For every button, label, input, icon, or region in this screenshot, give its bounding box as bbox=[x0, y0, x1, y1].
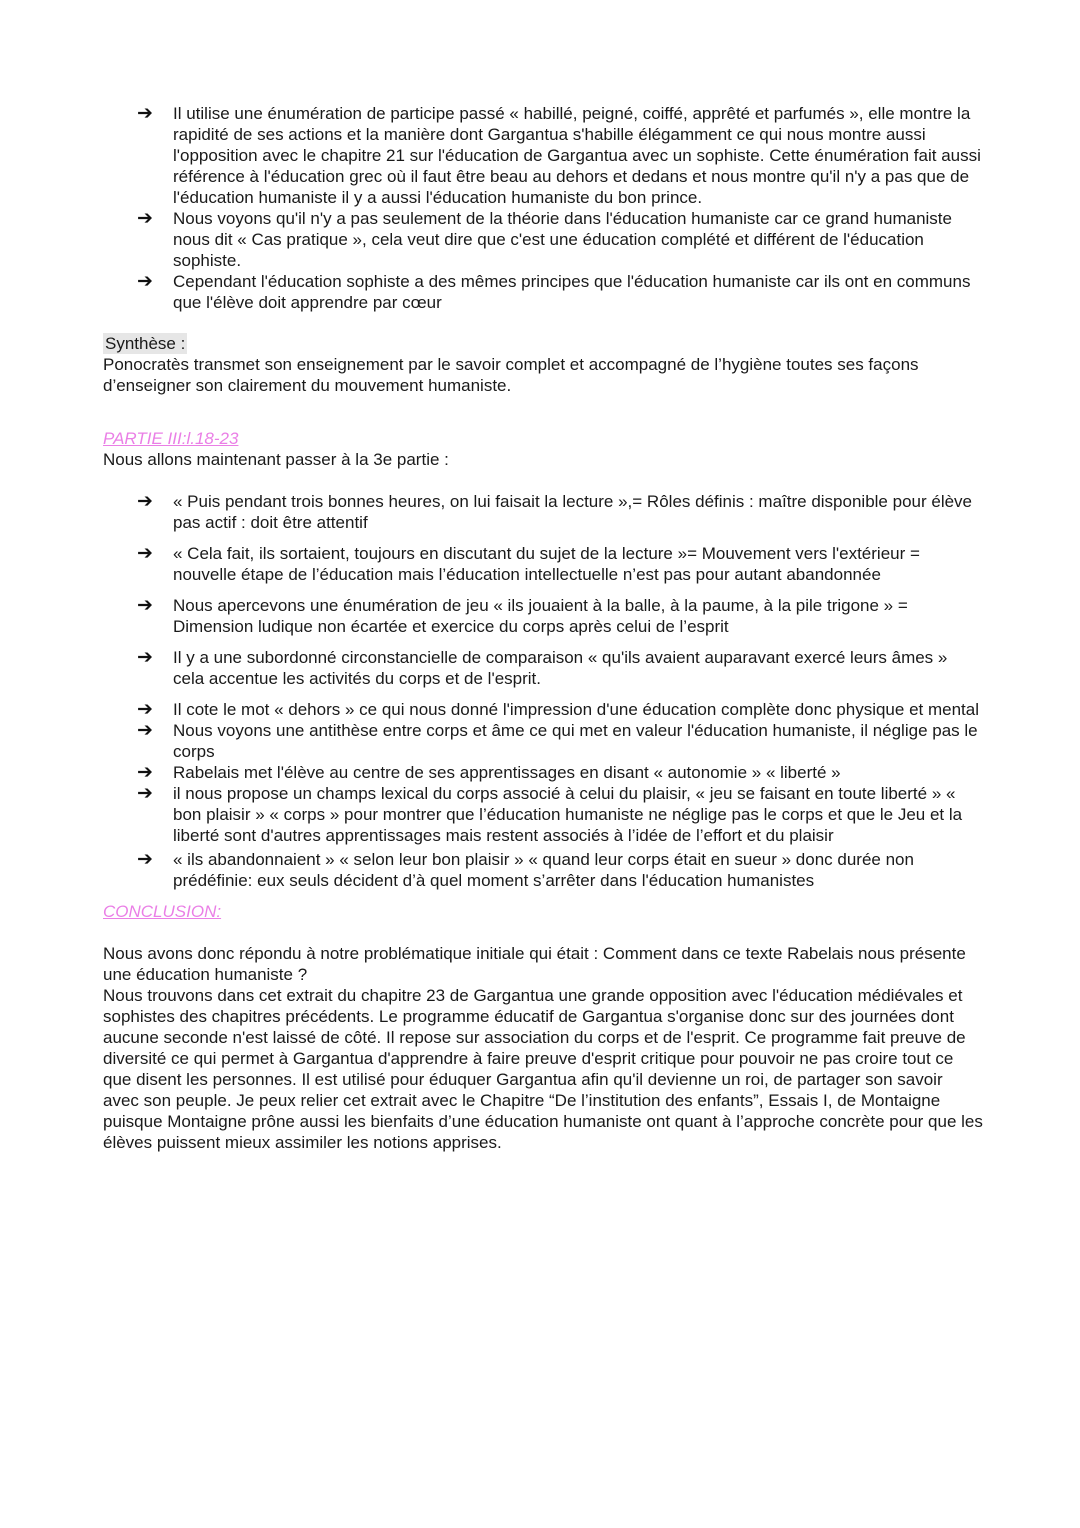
list-item: ➔ Il cote le mot « dehors » ce qui nous donné l'impression d'une éducation complète donc physique et mental bbox=[137, 699, 979, 720]
list-item: ➔ Nous voyons une antithèse entre corps et âme ce qui met en valeur l'éducation humaniste, il néglige pas le corps bbox=[137, 720, 978, 761]
arrow-icon: ➔ bbox=[137, 699, 153, 720]
arrow-icon: ➔ bbox=[137, 783, 153, 804]
arrow-icon: ➔ bbox=[137, 103, 153, 124]
list-item: ➔ Nous voyons qu'il n'y a pas seulement de la théorie dans l'éducation humaniste car ce grand humaniste nous dit « Cas pratique », cela veut dire que c'est une éducation complété et différent de l'éducation sophiste. bbox=[137, 208, 952, 270]
conclusion-paragraph-1: Nous avons donc répondu à notre problématique initiale qui était : Comment dans ce texte Rabelais nous présente une éducation humaniste ? bbox=[103, 944, 966, 984]
synthese-text: Ponocratès transmet son enseignement par le savoir complet et accompagné de l’hygiène toutes ses façons d’enseigner son clairement du mouvement humaniste. bbox=[103, 355, 919, 395]
arrow-icon: ➔ bbox=[137, 543, 153, 564]
part3-bullet-list bbox=[103, 491, 983, 891]
conclusion-heading-link[interactable]: CONCLUSION: bbox=[103, 902, 222, 921]
list-item: ➔ Il y a une subordonné circonstancielle de comparaison « qu'ils avaient auparavant exercé leurs âmes » cela accentue les activités du corps et de l'esprit. bbox=[137, 647, 948, 688]
conclusion-section bbox=[103, 901, 983, 1153]
list-item: ➔ Nous apercevons une énumération de jeu « ils jouaient à la balle, à la paume, à la pile trigone » = Dimension ludique non écartée et exercice du corps après celui de l’esprit bbox=[137, 595, 908, 636]
arrow-icon: ➔ bbox=[137, 762, 153, 783]
list-item: ➔ il nous propose un champs lexical du corps associé à celui du plaisir, « jeu se faisant en toute liberté » « bon plaisir » « corps » pour montrer que l’éducation humaniste ne néglige pas le corps et que le Jeu et la liberté sont d'autres apprentissages mais restent associés à l’idée de l’effort et du plaisir bbox=[137, 783, 963, 845]
list-item: ➔ « ils abandonnaient » « selon leur bon plaisir » « quand leur corps était en sueur » donc durée non prédéfinie: eux seuls décident d’à quel moment s’arrêter dans l'éducation humanistes bbox=[137, 849, 914, 890]
part3-section bbox=[103, 428, 983, 891]
list-item: ➔ « Cela fait, ils sortaient, toujours en discutant du sujet de la lecture »= Mouvement vers l'extérieur = nouvelle étape de l’éducation mais l’éducation intellectuelle n’est pas pour autant abandonnée bbox=[137, 543, 920, 584]
arrow-icon: ➔ bbox=[137, 595, 153, 616]
arrow-icon: ➔ bbox=[137, 491, 153, 512]
list-item: ➔ Il utilise une énumération de participe passé « habillé, peigné, coiffé, apprêté et parfumés », elle montre la rapidité de ses actions et la manière dont Gargantua s'habille élégamment ce qui nous montre aussi l'opposition avec le chapitre 21 sur l'éducation de Gargantua avec un sophiste. Cette énumération fait aussi référence à l'éducation grec où il faut être beau au dehors et dedans et nous montre qu'il n'y a pas que de l'éducation humaniste il y a aussi l'éducation humaniste du bon prince. bbox=[137, 103, 981, 207]
arrow-icon: ➔ bbox=[137, 208, 153, 229]
arrow-icon: ➔ bbox=[137, 849, 153, 870]
synthese-section bbox=[103, 333, 983, 396]
list-item: ➔ Cependant l'éducation sophiste a des mêmes principes que l'éducation humaniste car ils ont en communs que l'élève doit apprendre par cœur bbox=[137, 271, 971, 312]
part3-intro: Nous allons maintenant passer à la 3e partie : bbox=[103, 450, 449, 469]
part2-bullet-list bbox=[103, 103, 983, 313]
conclusion-paragraph-2: Nous trouvons dans cet extrait du chapitre 23 de Gargantua une grande opposition avec l'éducation médiévales et sophistes des chapitres précédents. Le programme éducatif de Gargantua s'organise donc sur des journées dont aucune seconde n'est laissé de côté. Il repose sur association du corps et de l'esprit. Ce programme fait preuve de diversité ce qui permet à Gargantua d'apprendre à faire preuve d'esprit critique pour pouvoir ne pas croire tout ce que disent les personnes. Il est utilisé pour éduquer Gargantua afin qu'il devienne un roi, de partager son savoir avec son peuple. Je peux relier cet extrait avec le Chapitre “De l’institution des enfants”, Essais I, de Montaigne puisque Montaigne prône aussi les bienfaits d’une éducation humaniste ont quant à l’approche concrète pour que les élèves puissent mieux assimiler les notions apprises. bbox=[103, 986, 983, 1152]
document-page bbox=[103, 103, 983, 1153]
arrow-icon: ➔ bbox=[137, 720, 153, 741]
list-item: ➔ « Puis pendant trois bonnes heures, on lui faisait la lecture »,= Rôles définis : maître disponible pour élève pas actif : doit être attentif bbox=[137, 491, 972, 532]
part3-heading-link[interactable]: PARTIE III:l.18-23 bbox=[103, 429, 239, 448]
arrow-icon: ➔ bbox=[137, 647, 153, 668]
list-item: ➔ Rabelais met l'élève au centre de ses apprentissages en disant « autonomie » « liberté » bbox=[137, 762, 841, 783]
synthese-label: Synthèse : bbox=[105, 334, 186, 353]
arrow-icon: ➔ bbox=[137, 271, 153, 292]
